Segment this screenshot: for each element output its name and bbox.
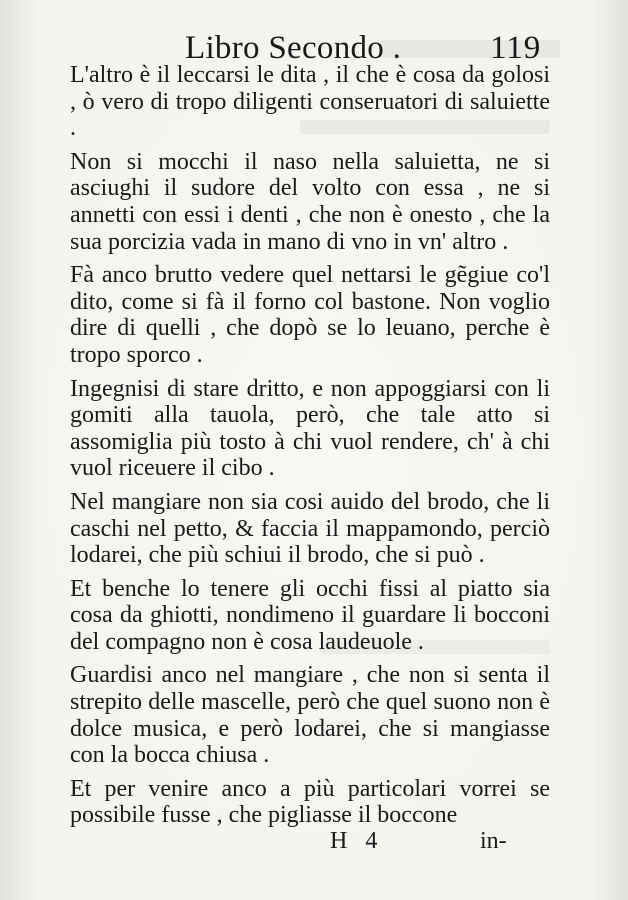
paragraph: Guardisi anco nel mangiare , che non si senta il strepito delle mascelle, però che quel suono non è dolce musica, e però lodarei, che si mangiasse con la bocca chiusa . [70,662,550,769]
paragraph: Et per venire anco a più particolari vorrei se possibile fusse , che pigliasse il boccone [70,775,550,829]
catchword: in- [480,828,507,854]
paragraph: Et benche lo tenere gli occhi fissi al piatto sia cosa da ghiotti, nondimeno il guardare li bocconi del compagno non è cosa laudeuole . [70,575,550,655]
paragraph: Fà anco brutto vedere quel nettarsi le gẽgiue co'l dito, come si fà il forno col bastone. Non voglio dire di quelli , che dopò se lo leuano, perche è tropo sporco . [70,262,550,368]
page-number: 119 [490,30,542,66]
paragraph: L'altro è il leccarsi le dita , il che è cosa da golosi , ò vero di tropo diligenti conseruatori di saluiette . [70,62,550,142]
paragraph: Nel mangiare non sia cosi auido del brodo, che li caschi nel petto, & faccia il mappamondo, perciò lodarei, che più schiui il brodo, che si può . [70,488,550,569]
page-body [70,62,550,829]
paragraph: Non si mocchi il naso nella saluietta, ne si asciughi il sudore del volto con essa , ne si annetti con essi i denti , che non è onesto , che la sua porcizia vada in mano di vno in vn' altro . [70,148,550,255]
running-head: Libro Secondo . [185,30,402,66]
page-footer [0,828,628,864]
signature-mark: H 4 [330,828,384,854]
paragraph: Ingegnisi di stare dritto, e non appoggiarsi con li gomiti alla tauola, però, che tale atto si assomiglia più tosto à chi vuol rendere, ch' à chi vuol riceuere il cibo . [70,375,550,482]
